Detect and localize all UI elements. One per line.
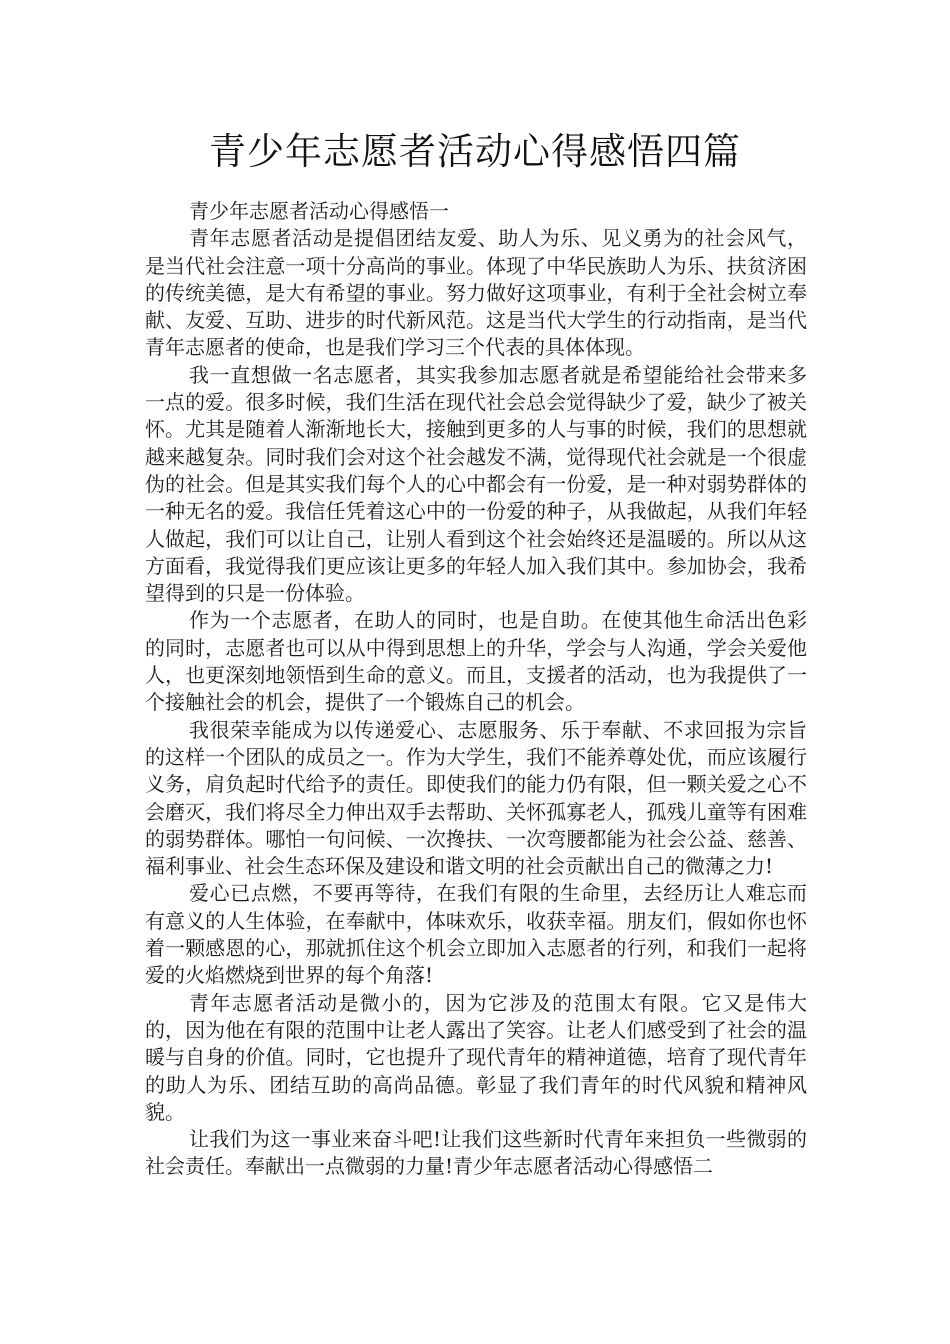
paragraph-7: 让我们为这一事业来奋斗吧!让我们这些新时代青年来担负一些微弱的社会责任。奉献出一点微弱的力量!青少年志愿者活动心得感悟二 [145, 1127, 807, 1179]
document-body [145, 198, 807, 1181]
paragraph-4: 我很荣幸能成为以传递爱心、志愿服务、乐于奉献、不求回报为宗旨的这样一个团队的成员之一。作为大学生，我们不能养尊处优，而应该履行义务，肩负起时代给予的责任。即使我们的能力仍有限，但一颗关爱之心不会磨灭，我们将尽全力伸出双手去帮助、关怀孤寡老人，孤残儿童等有困难的弱势群体。哪怕一句问候、一次搀扶、一次弯腰都能为社会公益、慈善、福利事业、社会生态环保及建设和谐文明的社会贡献出自己的微薄之力! [145, 717, 807, 879]
section-heading: 青少年志愿者活动心得感悟一 [189, 199, 449, 223]
paragraph-5: 爱心已点燃，不要再等待，在我们有限的生命里，去经历让人难忘而有意义的人生体验，在奉献中，体味欢乐，收获幸福。朋友们，假如你也怀着一颗感恩的心，那就抓住这个机会立即加入志愿者的行列，和我们一起将爱的火焰燃烧到世界的每个角落! [145, 881, 807, 988]
paragraph-1: 青年志愿者活动是提倡团结友爱、助人为乐、见义勇为的社会风气，是当代社会注意一项十分高尚的事业。体现了中华民族助人为乐、扶贫济困的传统美德，是大有希望的事业。努力做好这项事业，有利于全社会树立奉献、友爱、互助、进步的时代新风范。这是当代大学生的行动指南，是当代青年志愿者的使命，也是我们学习三个代表的具体体现。 [145, 226, 807, 360]
document-title: 青少年志愿者活动心得感悟四篇 [209, 130, 741, 173]
paragraph-6: 青年志愿者活动是微小的，因为它涉及的范围太有限。它又是伟大的，因为他在有限的范围中让老人露出了笑容。让老人们感受到了社会的温暖与自身的价值。同时，它也提升了现代青年的精神道德，培育了现代青年的助人为乐、团结互助的高尚品德。彰显了我们青年的时代风貌和精神风貌。 [145, 990, 807, 1124]
paragraph-3: 作为一个志愿者，在助人的同时，也是自助。在使其他生命活出色彩的同时，志愿者也可以从中得到思想上的升华，学会与人沟通，学会关爱他人，也更深刻地领悟到生命的意义。而且，支援者的活动，也为我提供了一个接触社会的机会，提供了一个锻炼自己的机会。 [145, 608, 807, 715]
paragraph-2: 我一直想做一名志愿者，其实我参加志愿者就是希望能给社会带来多一点的爱。很多时候，我们生活在现代社会总会觉得缺少了爱，缺少了被关怀。尤其是随着人渐渐地长大，接触到更多的人与事的时候，我们的思想就越来越复杂。同时我们会对这个社会越发不满，觉得现代社会就是一个很虚伪的社会。但是其实我们每个人的心中都会有一份爱，是一种对弱势群体的一种无名的爱。我信任凭着这心中的一份爱的种子，从我做起，从我们年轻人做起，我们可以让自己，让别人看到这个社会始终还是温暖的。所以从这方面看，我觉得我们更应该让更多的年轻人加入我们其中。参加协会，我希望得到的只是一份体验。 [145, 362, 807, 606]
